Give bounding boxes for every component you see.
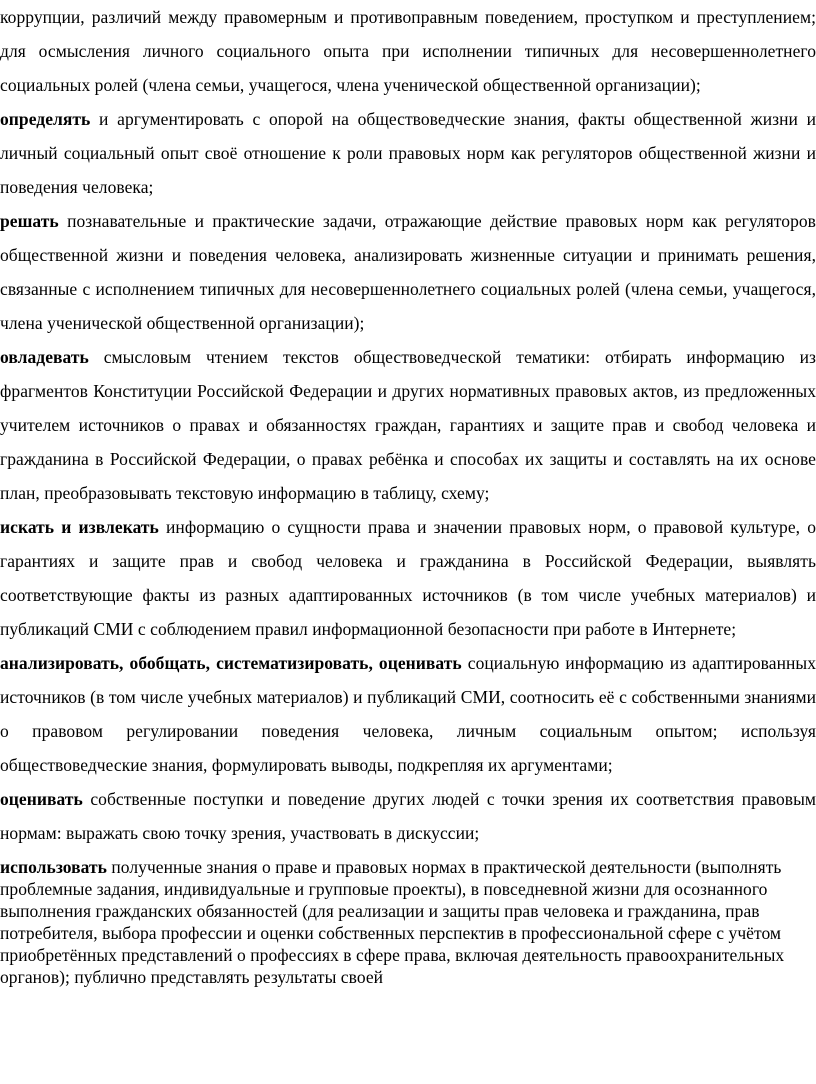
paragraph-intro — [0, 0, 816, 102]
paragraph-verb: овладевать — [0, 347, 89, 367]
paragraph-opredelyat — [0, 102, 816, 204]
paragraph-analizirovat — [0, 646, 816, 782]
paragraph-otsenivat — [0, 782, 816, 850]
paragraph-text: смысловым чтением текстов обществоведческой тематики: отбирать информацию из фрагментов Конституции Российской Федерации и других нормативных правовых актов, из предложенных учителем источников о правах и обязанностях граждан, гарантиях и защите прав и свобод человека и гражданина в Российской Федерации, о правах ребёнка и способах их защиты и составлять на их основе план, преобразовывать текстовую информацию в таблицу, схему; — [0, 347, 816, 503]
paragraph-verb: определять — [0, 109, 91, 129]
paragraph-text: и аргументировать с опорой на обществоведческие знания, факты общественной жизни и личный социальный опыт своё отношение к роли правовых норм как регуляторов общественной жизни и поведения человека; — [0, 109, 816, 197]
paragraph-text: социальную информацию из адаптированных источников (в том числе учебных материалов) и публикаций СМИ, соотносить её с собственными знаниями о правовом регулировании поведения человека, личным социальным опытом; используя обществоведческие знания, формулировать выводы, подкрепляя их аргументами; — [0, 653, 816, 775]
paragraph-iskat — [0, 510, 816, 646]
paragraph-text: познавательные и практические задачи, отражающие действие правовых норм как регуляторов общественной жизни и поведения человека, анализировать жизненные ситуации и принимать решения, связанные с исполнением типичных для несовершеннолетнего социальных ролей (члена семьи, учащегося, члена ученической общественной организации); — [0, 211, 816, 333]
paragraph-text: информацию о сущности права и значении правовых норм, о правовой культуре, о гарантиях и защите прав и свобод человека и гражданина в Российской Федерации, выявлять соответствующие факты из разных адаптированных источников (в том числе учебных материалов) и публикаций СМИ с соблюдением правил информационной безопасности при работе в Интернете; — [0, 517, 816, 639]
paragraph-text: полученные знания о праве и правовых нормах в практической деятельности (выполнять проблемные задания, индивидуальные и групповые проекты), в повседневной жизни для осознанного выполнения гражданских обязанностей (для реализации и защиты прав человека и гражданина, прав потребителя, выбора профессии и оценки собственных перспектив в профессиональной сфере с учётом приобретённых представлений о профессиях в сфере права, включая деятельность правоохранительных органов); публично представлять результаты своей — [0, 857, 785, 987]
paragraph-verb: оценивать — [0, 789, 83, 809]
paragraph-reshat — [0, 204, 816, 340]
paragraph-verb: использовать — [0, 857, 107, 877]
paragraph-text: собственные поступки и поведение других людей с точки зрения их соответствия правовым нормам: выражать свою точку зрения, участвовать в дискуссии; — [0, 789, 816, 843]
paragraph-verb: анализировать, обобщать, систематизировать, оценивать — [0, 653, 462, 673]
paragraph-text: коррупции, различий между правомерным и противоправным поведением, проступком и преступлением; для осмысления личного социального опыта при исполнении типичных для несовершеннолетнего социальных ролей (члена семьи, учащегося, члена ученической общественной организации); — [0, 7, 816, 95]
paragraph-ovladevat — [0, 340, 816, 510]
paragraph-ispolzovat — [0, 856, 816, 988]
paragraph-verb: искать и извлекать — [0, 517, 159, 537]
paragraph-verb: решать — [0, 211, 59, 231]
